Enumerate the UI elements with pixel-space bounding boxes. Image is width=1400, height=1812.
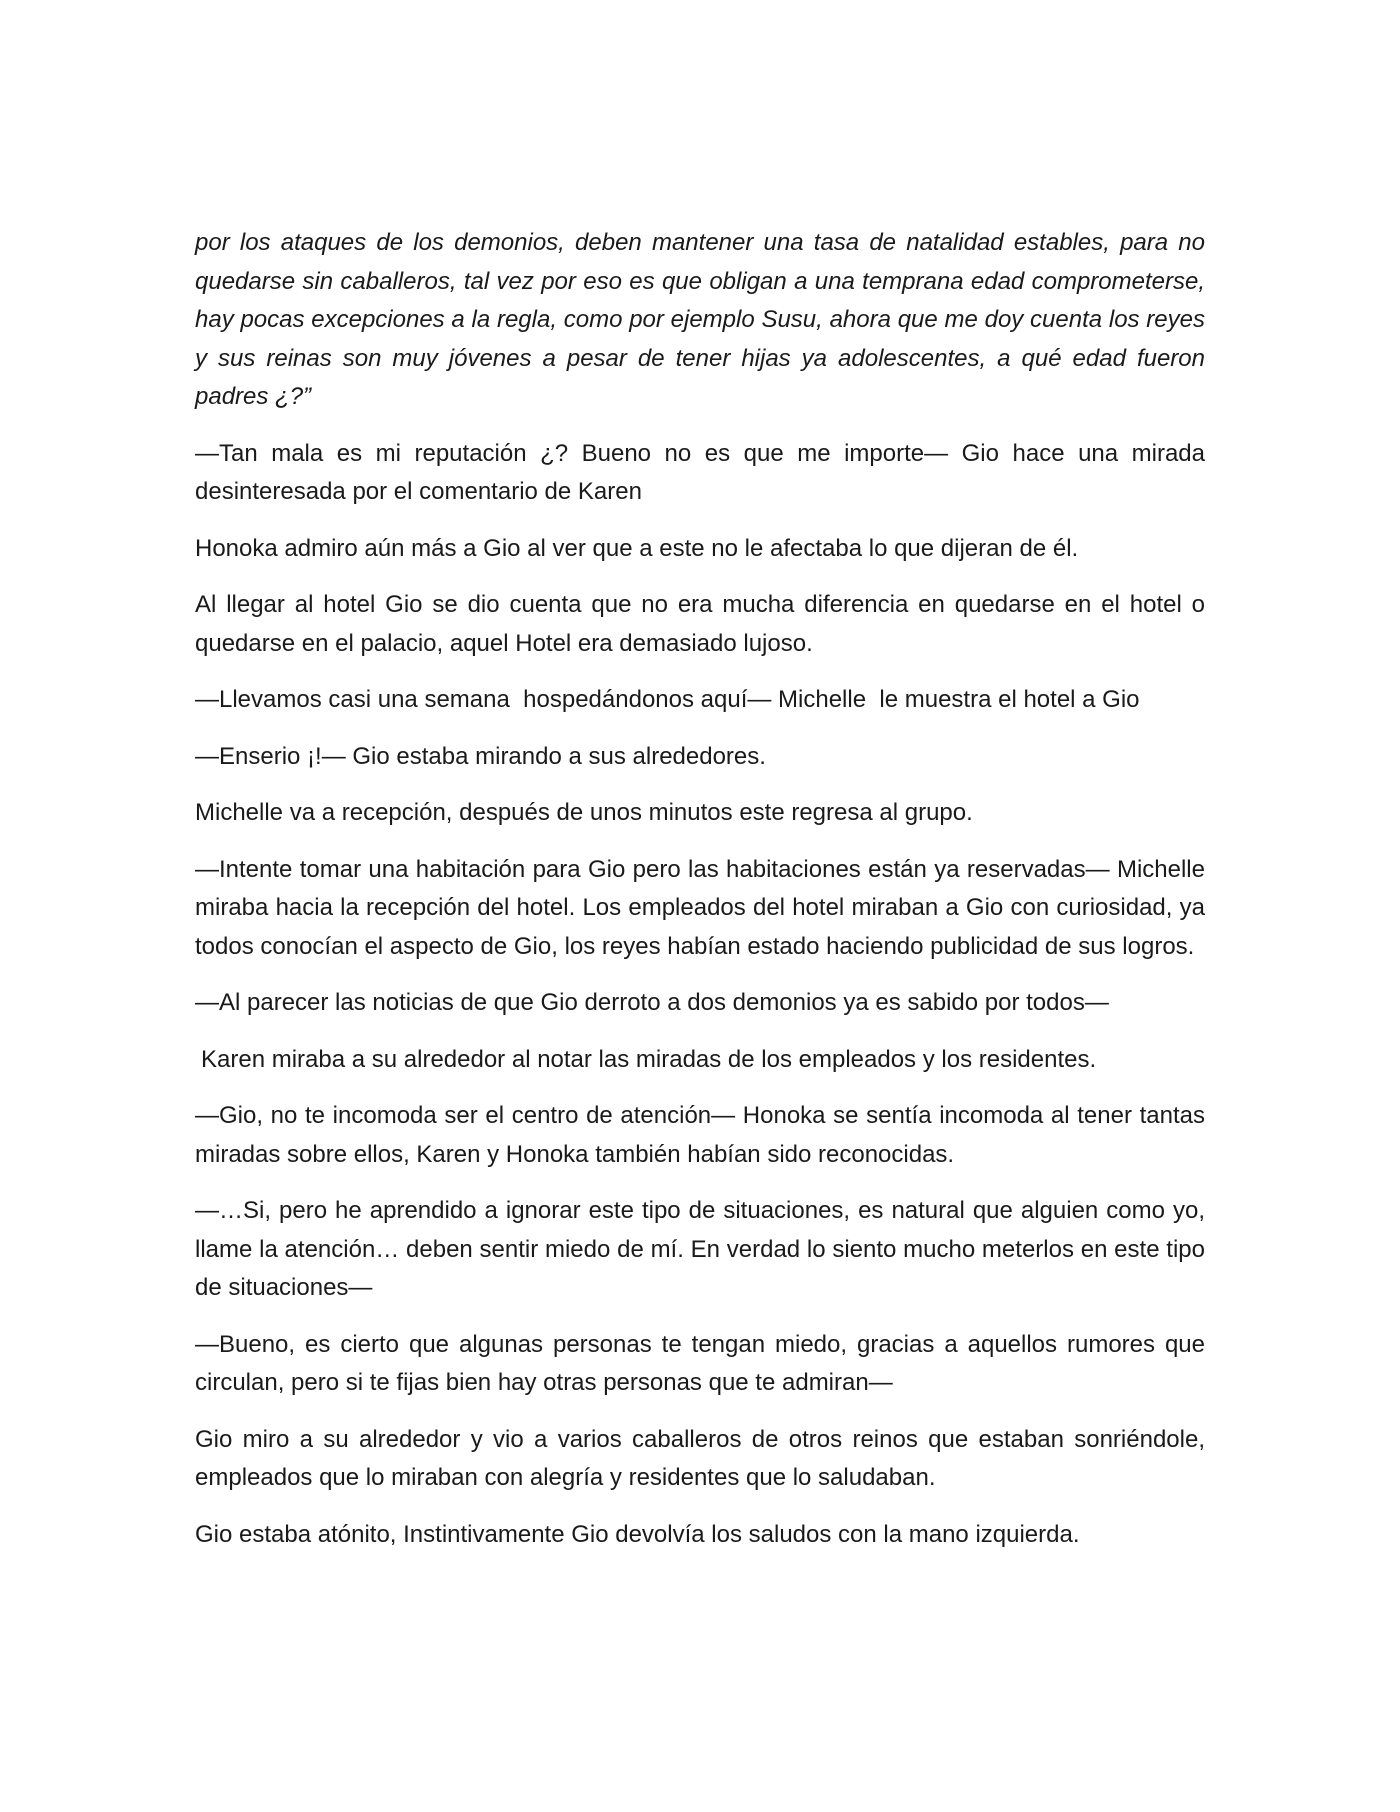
paragraph-9: —Al parecer las noticias de que Gio derroto a dos demonios ya es sabido por todos— [195, 989, 1109, 1016]
document-body [195, 224, 1205, 1572]
paragraph-2: —Tan mala es mi reputación ¿? Bueno no es que me importe— Gio hace una mirada desinteresada por el comentario de Karen [195, 439, 1205, 505]
paragraph-7: Michelle va a recepción, después de unos minutos este regresa al grupo. [195, 799, 973, 826]
paragraph-12: —…Si, pero he aprendido a ignorar este tipo de situaciones, es natural que alguien como yo, llame la atención… deben sentir miedo de mí. En verdad lo siento mucho meterlos en este tipo de situaciones— [195, 1197, 1205, 1301]
paragraph-11: —Gio, no te incomoda ser el centro de atención— Honoka se sentía incomoda al tener tantas miradas sobre ellos, Karen y Honoka también habían sido reconocidas. [195, 1102, 1205, 1168]
paragraph-10: Karen miraba a su alrededor al notar las miradas de los empleados y los residentes. [201, 1045, 1097, 1073]
paragraph-6: —Enserio ¡!— Gio estaba mirando a sus alrededores. [195, 742, 766, 770]
paragraph-8: —Intente tomar una habitación para Gio pero las habitaciones están ya reservadas— Michelle miraba hacia la recepción del hotel. Los empleados del hotel miraban a Gio con curiosidad, ya todos conocían el aspecto de Gio, los reyes habían estado haciendo publicidad de sus logros. [195, 855, 1205, 960]
paragraph-4: Al llegar al hotel Gio se dio cuenta que no era mucha diferencia en quedarse en el hotel o quedarse en el palacio, aquel Hotel era demasiado lujoso. [195, 591, 1205, 657]
paragraph-13: —Bueno, es cierto que algunas personas te tengan miedo, gracias a aquellos rumores que circulan, pero si te fijas bien hay otras personas que te admiran— [195, 1330, 1205, 1396]
paragraph-3: Honoka admiro aún más a Gio al ver que a este no le afectaba lo que dijeran de él. [195, 534, 1079, 562]
paragraph-15: Gio estaba atónito, Instintivamente Gio devolvía los saludos con la mano izquierda. [195, 1520, 1080, 1548]
paragraph-5: —Llevamos casi una semana hospedándonos aquí— Michelle le muestra el hotel a Gio [195, 686, 1140, 713]
paragraph-1: por los ataques de los demonios, deben mantener una tasa de natalidad estables, para no quedarse sin caballeros, tal vez por eso es que obligan a una temprana edad comprometerse, hay pocas excepciones a la regla, como por ejemplo Susu, ahora que me doy cuenta los reyes y sus reinas son muy jóvenes a pesar de tener hijas ya adolescentes, a qué edad fueron padres ¿?” [195, 229, 1205, 410]
paragraph-14: Gio miro a su alrededor y vio a varios caballeros de otros reinos que estaban sonriéndole, empleados que lo miraban con alegría y residentes que lo saludaban. [195, 1425, 1205, 1491]
